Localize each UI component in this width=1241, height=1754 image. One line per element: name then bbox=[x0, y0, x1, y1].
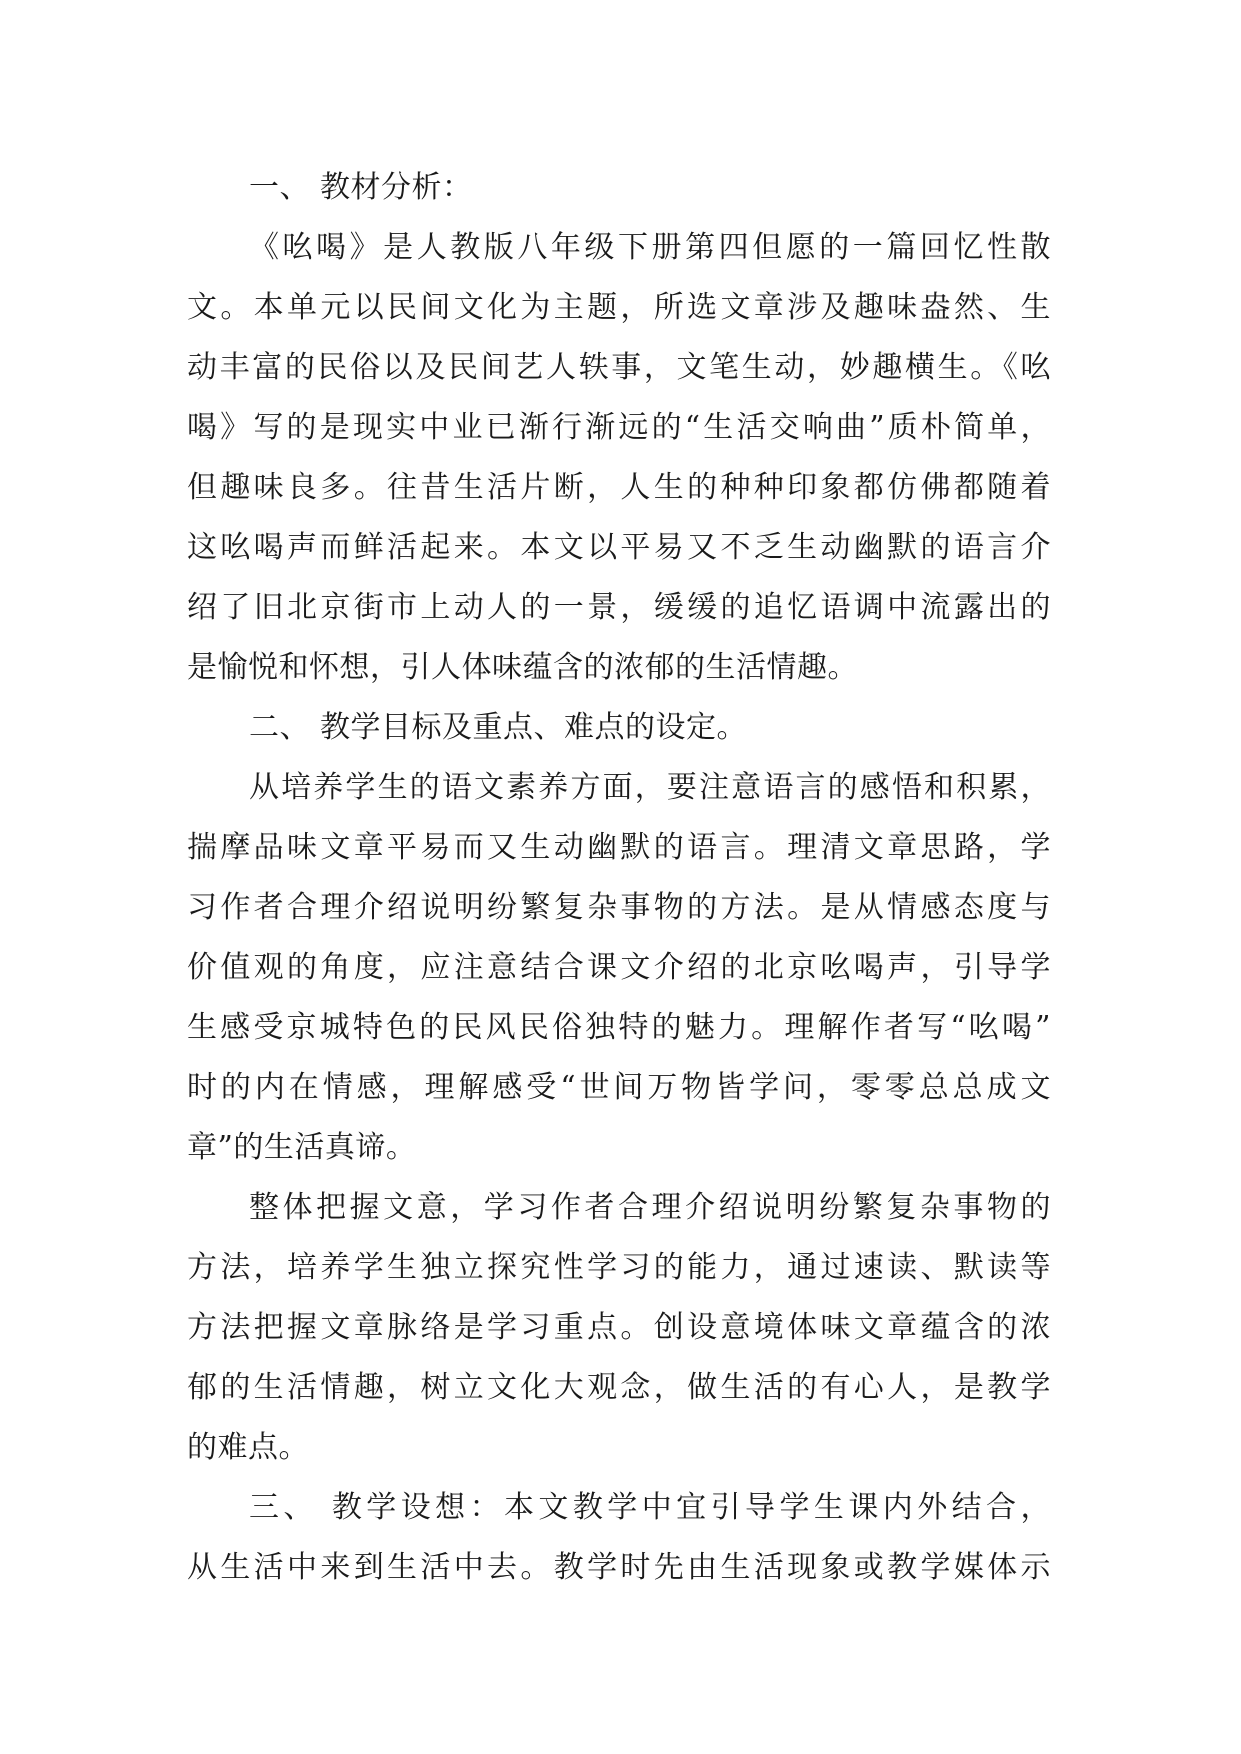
text-line: 一、 教材分析： bbox=[249, 170, 473, 205]
text-line: 方法，培养学生独立探究性学习的能力，通过速读、默读等 bbox=[187, 1250, 1051, 1285]
paragraph bbox=[187, 1478, 1051, 1598]
paragraph bbox=[187, 758, 1051, 1178]
text-line: 三、 教学设想：本文教学中宜引导学生课内外结合， bbox=[249, 1490, 1051, 1525]
document-body bbox=[187, 158, 1051, 1598]
text-line: 《吆喝》是人教版八年级下册第四但愿的一篇回忆性散 bbox=[249, 230, 1051, 265]
text-line: 从培养学生的语文素养方面，要注意语言的感悟和积累， bbox=[249, 770, 1051, 805]
text-line: 章”的生活真谛。 bbox=[187, 1130, 417, 1165]
text-line: 喝》写的是现实中业已渐行渐远的“生活交响曲”质朴简单， bbox=[187, 410, 1051, 445]
text-line: 但趣味良多。往昔生活片断，人生的种种印象都仿佛都随着 bbox=[187, 470, 1051, 505]
text-line: 生感受京城特色的民风民俗独特的魅力。理解作者写“吆喝” bbox=[187, 1010, 1051, 1045]
text-line: 的难点。 bbox=[187, 1430, 309, 1465]
text-line: 揣摩品味文章平易而又生动幽默的语言。理清文章思路，学 bbox=[187, 830, 1051, 865]
text-line: 文。本单元以民间文化为主题，所选文章涉及趣味盎然、生 bbox=[187, 290, 1051, 325]
text-line: 郁的生活情趣，树立文化大观念，做生活的有心人，是教学 bbox=[187, 1370, 1051, 1405]
text-line: 时的内在情感，理解感受“世间万物皆学问，零零总总成文 bbox=[187, 1070, 1051, 1105]
text-line: 是愉悦和怀想，引人体味蕴含的浓郁的生活情趣。 bbox=[187, 650, 858, 685]
text-line: 价值观的角度，应注意结合课文介绍的北京吆喝声，引导学 bbox=[187, 950, 1051, 985]
paragraph bbox=[187, 1178, 1051, 1478]
text-line: 习作者合理介绍说明纷繁复杂事物的方法。是从情感态度与 bbox=[187, 890, 1051, 925]
text-line: 从生活中来到生活中去。教学时先由生活现象或教学媒体示 bbox=[187, 1550, 1051, 1585]
paragraph bbox=[187, 698, 1051, 758]
text-line: 整体把握文意，学习作者合理介绍说明纷繁复杂事物的 bbox=[249, 1190, 1051, 1225]
text-line: 方法把握文章脉络是学习重点。创设意境体味文章蕴含的浓 bbox=[187, 1310, 1051, 1345]
text-line: 绍了旧北京街市上动人的一景，缓缓的追忆语调中流露出的 bbox=[187, 590, 1051, 625]
paragraph bbox=[187, 218, 1051, 698]
text-line: 二、 教学目标及重点、难点的设定。 bbox=[249, 710, 748, 745]
paragraph bbox=[187, 158, 1051, 218]
text-line: 动丰富的民俗以及民间艺人轶事，文笔生动，妙趣横生。《吆 bbox=[187, 350, 1051, 385]
text-line: 这吆喝声而鲜活起来。本文以平易又不乏生动幽默的语言介 bbox=[187, 530, 1051, 565]
